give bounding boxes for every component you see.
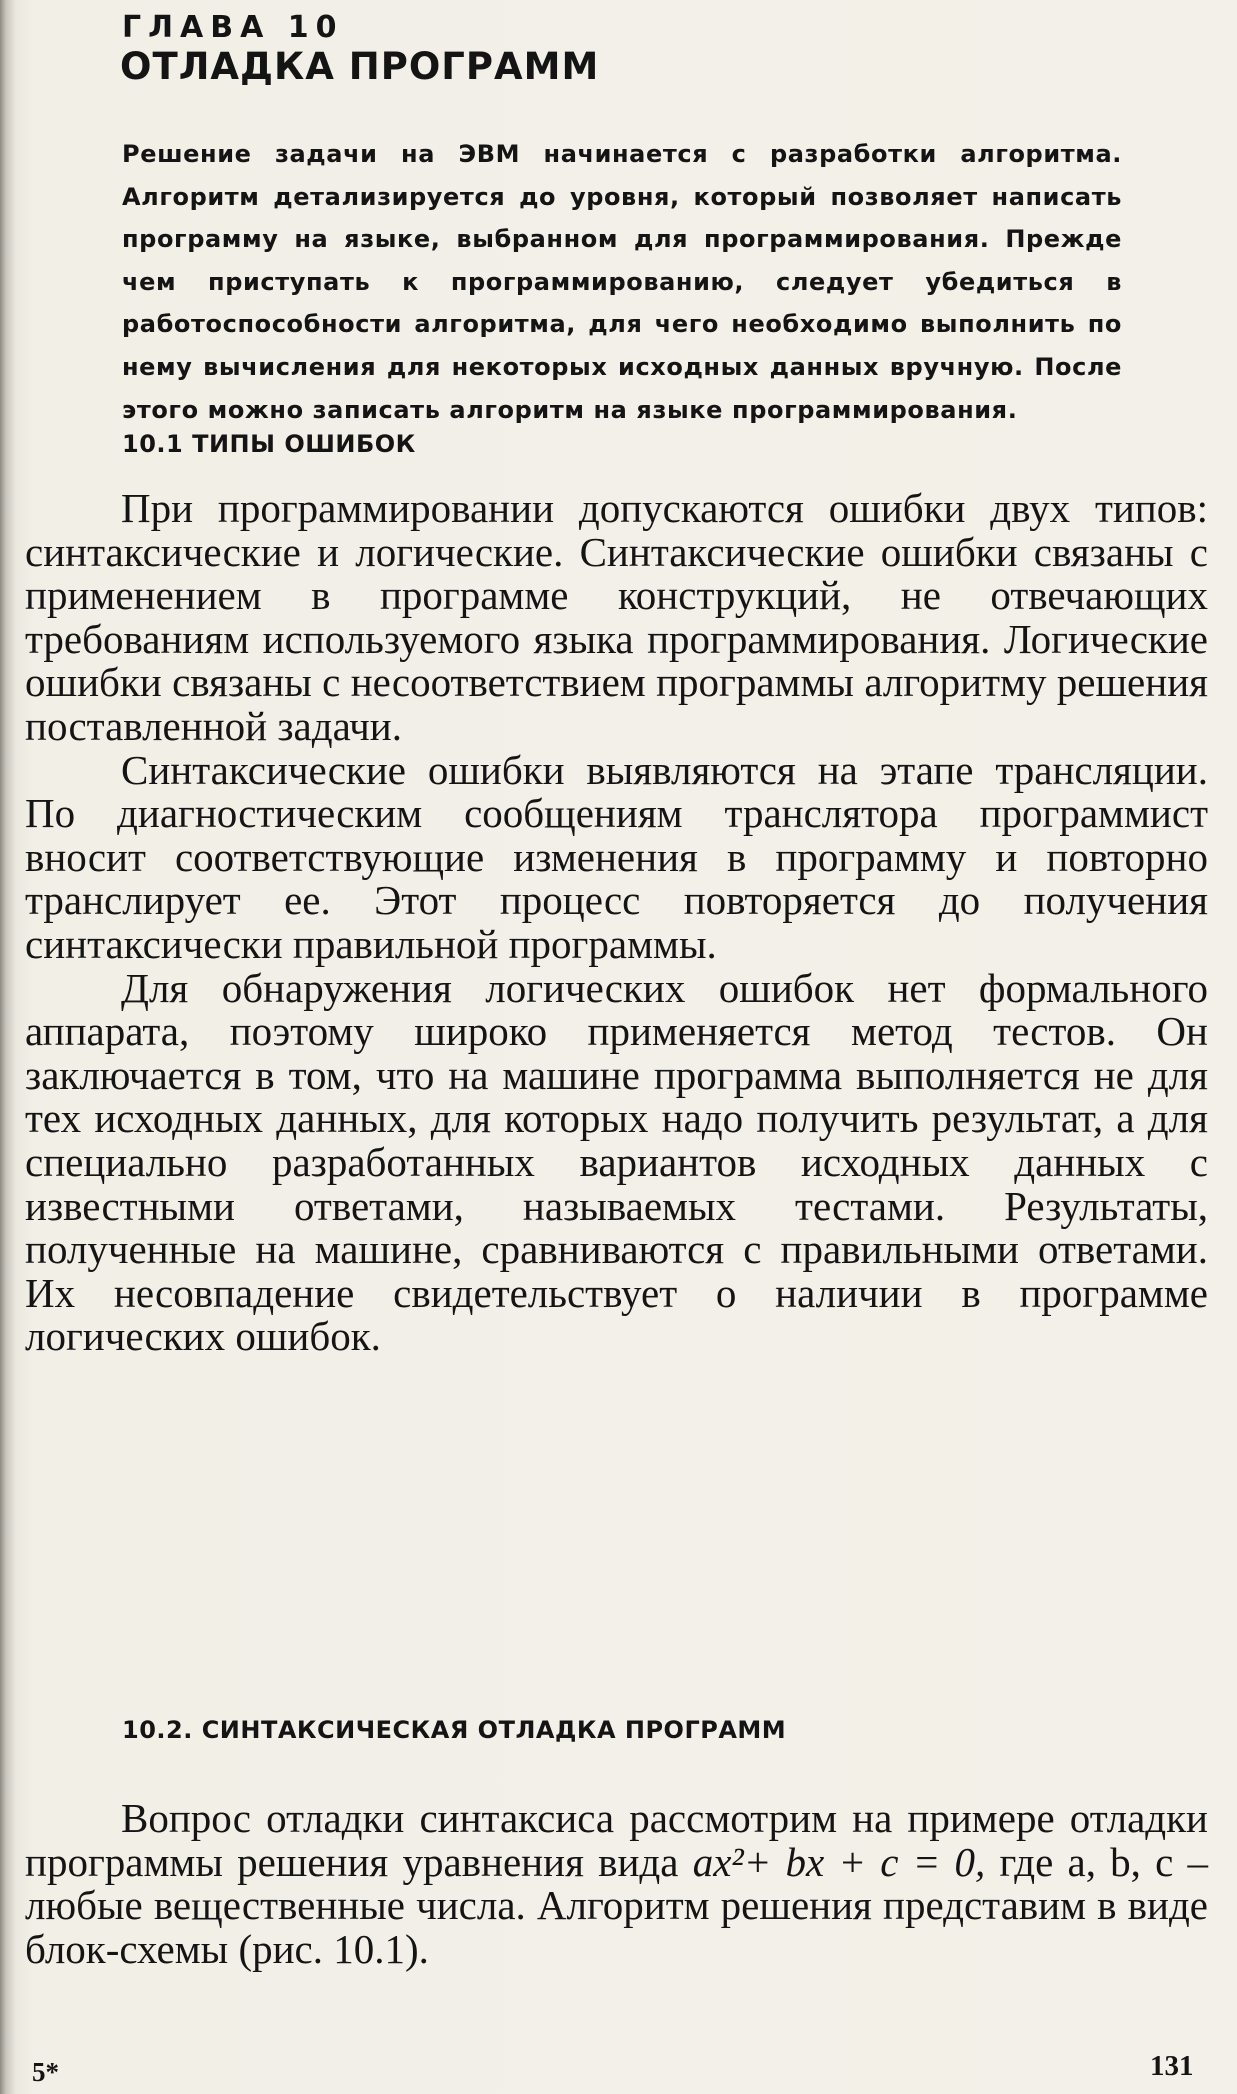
section-heading-types-of-errors: 10.1 ТИПЫ ОШИБОК <box>122 430 416 458</box>
chapter-label: ГЛАВА 10 <box>122 10 344 45</box>
paragraph-syntax-errors: Синтаксические ошибки выявляются на этапе трансляции. По диагностическим сообщениям транслятора программист вносит соответствующие изменения в программу и повторно транслирует ее. Этот процесс повторяется до получения синтаксически правильной программы. <box>25 746 1208 967</box>
paragraph-syntax-debugging <box>25 1797 1208 1971</box>
chapter-title: ОТЛАДКА ПРОГРАММ <box>120 45 600 88</box>
quadratic-equation-formula: ax²+ bx + c = 0, <box>692 1838 986 1885</box>
page-number: 131 <box>1150 2050 1194 2082</box>
section-2-body <box>25 1797 1208 1971</box>
paragraph-error-types: При программировании допускаются ошибки двух типов: синтаксические и логические. Синтаксические ошибки связаны с применением в программе конструкций, не отвечающих требованиям используемого языка программирования. Логические ошибки связаны с несоответствием программы алгоритму решения поставленной задачи. <box>25 485 1208 749</box>
section-heading-syntax-debugging: 10.2. СИНТАКСИЧЕСКАЯ ОТЛАДКА ПРОГРАММ <box>122 1716 787 1744</box>
paragraph-logic-errors: Для обнаружения логических ошибок нет формального аппарата, поэтому широко применяется метод тестов. Он заключается в том, что на машине программа выполняется не для тех исходных данных, для которых надо получить результат, а для специально разработанных вариантов исходных данных с известными ответами, называемых тестами. Результаты, полученные на машине, сравниваются с правильными ответами. Их несовпадение свидетельствует о наличии в программе логических ошибок. <box>25 964 1208 1360</box>
paragraph-start: Вопрос отладки синтаксиса рассмотрим на примере отладки программы решения уравнения вида <box>25 1795 1208 1885</box>
section-1-body <box>25 487 1208 1359</box>
chapter-abstract: Решение задачи на ЭВМ начинается с разработки алгоритма. Алгоритм детализируется до уровня, который позволяет написать программу на языке, выбранном для программирования. Прежде чем приступать к программированию, следует убедиться в работоспособности алгоритма, для чего необходимо выполнить по нему вычисления для некоторых исходных данных вручную. После этого можно записать алгоритм на языке программирования. <box>122 140 1122 424</box>
signature-mark: 5* <box>32 2057 59 2087</box>
paragraph-end: где a, b, c – любые вещественные числа. Алгоритм решения представим в виде блок-схемы (рис. 10.1). <box>25 1838 1209 1972</box>
